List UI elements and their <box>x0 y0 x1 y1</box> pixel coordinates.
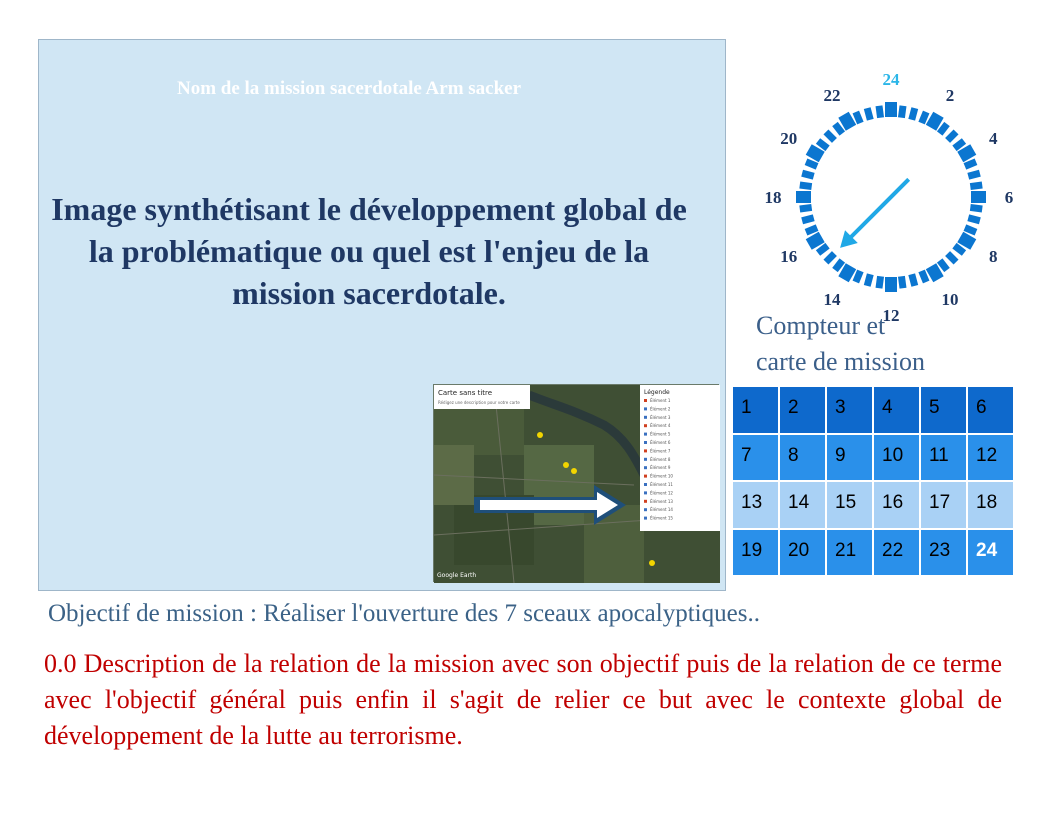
map-subtitle: Rédigez une description pour votre carte <box>438 400 520 405</box>
clock-tick <box>901 276 903 288</box>
counter-row <box>732 529 1014 577</box>
clock-tick <box>960 237 973 245</box>
counter-cell-16[interactable]: 16 <box>873 481 920 529</box>
mission-name: Nom de la mission sacerdotale Arm sacker <box>176 78 522 99</box>
map-legend-item: Élément 2 <box>650 406 671 412</box>
counter-grid <box>731 385 1015 577</box>
map-legend-item: Élément 9 <box>650 465 671 471</box>
clock-tick <box>970 185 982 187</box>
clock-number-14: 14 <box>823 290 841 310</box>
clock-number-12: 12 <box>882 306 900 325</box>
map-legend-item: Élément 1 <box>650 398 671 403</box>
clock-tick <box>922 112 927 123</box>
counter-cell-14[interactable]: 14 <box>779 481 826 529</box>
clock-number-24: 24 <box>882 70 900 89</box>
satellite-map-image <box>434 385 720 583</box>
clock-tick <box>835 260 842 270</box>
counter-cell-17[interactable]: 17 <box>920 481 967 529</box>
clock-tick <box>856 112 861 123</box>
clock-tick <box>806 228 817 233</box>
clock-tick <box>802 218 814 221</box>
counter-cell-12[interactable]: 12 <box>967 434 1014 482</box>
clock-number-2: 2 <box>945 85 955 105</box>
clock-number-16: 16 <box>780 247 798 266</box>
clock-number-8: 8 <box>988 247 998 266</box>
counter-cell-7[interactable]: 7 <box>732 434 779 482</box>
counter-label <box>756 308 925 380</box>
clock-tick <box>912 274 915 286</box>
clock-tick <box>968 218 980 221</box>
counter-cell-11[interactable]: 11 <box>920 434 967 482</box>
map-legend-item: Élément 7 <box>650 448 671 454</box>
clock-hand-icon <box>840 179 909 248</box>
clock-tick <box>901 106 903 118</box>
clock-number-4: 4 <box>988 129 998 148</box>
clock-tick <box>968 173 980 176</box>
map-thumbnail[interactable] <box>433 384 719 582</box>
counter-label-line1: Compteur et <box>756 311 886 340</box>
mission-clock <box>740 32 1014 325</box>
counter-cell-8[interactable]: 8 <box>779 434 826 482</box>
clock-tick <box>867 274 870 286</box>
clock-tick <box>940 260 947 270</box>
clock-tick <box>879 106 881 118</box>
mission-panel <box>38 39 726 591</box>
counter-cell-13[interactable]: 13 <box>732 481 779 529</box>
map-legend-item: Élément 13 <box>650 498 673 504</box>
counter-cell-6[interactable]: 6 <box>967 386 1014 434</box>
clock-tick <box>912 108 915 120</box>
clock-tick <box>835 124 842 134</box>
clock-tick <box>867 108 870 120</box>
mission-objective: Objectif de mission : Réaliser l'ouverture des 7 sceaux apocalyptiques.. <box>48 600 760 627</box>
clock-tick <box>818 246 828 253</box>
map-legend-item: Élément 15 <box>650 515 673 521</box>
counter-label-line2: carte de mission <box>756 347 925 376</box>
clock-tick <box>948 254 956 262</box>
counter-cell-22[interactable]: 22 <box>873 529 920 577</box>
clock-tick <box>922 271 927 282</box>
clock-number-22: 22 <box>823 85 841 105</box>
clock-number-20: 20 <box>780 129 798 148</box>
counter-cell-24[interactable]: 24 <box>967 529 1014 577</box>
counter-cell-4[interactable]: 4 <box>873 386 920 434</box>
counter-cell-10[interactable]: 10 <box>873 434 920 482</box>
map-legend-item: Élément 12 <box>650 490 673 496</box>
map-legend-item: Élément 10 <box>650 473 673 479</box>
clock-tick <box>960 150 973 158</box>
clock-tick <box>800 207 812 209</box>
map-legend-item: Élément 11 <box>650 482 673 487</box>
counter-cell-9[interactable]: 9 <box>826 434 873 482</box>
clock-tick <box>826 254 834 262</box>
counter-cell-15[interactable]: 15 <box>826 481 873 529</box>
counter-cell-18[interactable]: 18 <box>967 481 1014 529</box>
counter-cell-2[interactable]: 2 <box>779 386 826 434</box>
clock-tick <box>806 162 817 167</box>
mission-headline: Image synthétisant le développement global de la problématique ou quel est l'enjeu de la mission sacerdotale. <box>51 191 687 311</box>
map-legend-item: Élément 3 <box>650 414 671 420</box>
clock-tick <box>809 150 822 158</box>
counter-cell-23[interactable]: 23 <box>920 529 967 577</box>
clock-tick <box>809 237 822 245</box>
clock-tick <box>948 132 956 140</box>
map-legend-item: Élément 8 <box>650 456 671 462</box>
clock-tick <box>856 271 861 282</box>
map-legend-item: Élément 6 <box>650 440 671 445</box>
clock-number-6: 6 <box>1004 188 1014 207</box>
counter-row <box>732 481 1014 529</box>
counter-row <box>732 434 1014 482</box>
clock-tick <box>954 246 964 253</box>
clock-tick <box>965 162 976 167</box>
clock-tick <box>802 173 814 176</box>
counter-row <box>732 386 1014 434</box>
counter-cell-21[interactable]: 21 <box>826 529 873 577</box>
clock-tick <box>940 124 947 134</box>
clock-tick <box>954 141 964 148</box>
counter-cell-1[interactable]: 1 <box>732 386 779 434</box>
clock-tick <box>970 207 982 209</box>
clock-tick <box>844 115 852 128</box>
clock-number-18: 18 <box>764 188 782 207</box>
mission-description: 0.0 Description de la relation de la mission avec son objectif puis de la relation de ce terme avec l'objectif général puis enfin il s'agit de relier ce but avec le contexte global de développement de la lutte au terrorisme. <box>44 649 1002 750</box>
map-legend-title: Légende <box>644 389 670 396</box>
map-legend-item: Élément 14 <box>650 507 673 513</box>
clock-tick <box>826 132 834 140</box>
clock-tick <box>965 228 976 233</box>
clock-tick <box>844 266 852 279</box>
map-legend-item: Élément 5 <box>650 431 671 437</box>
clock-tick <box>931 266 939 279</box>
clock-tick <box>818 141 828 148</box>
map-title: Carte sans titre <box>438 389 493 397</box>
counter-cell-5[interactable]: 5 <box>920 386 967 434</box>
clock-tick <box>931 115 939 128</box>
clock-number-10: 10 <box>941 290 959 310</box>
counter-cell-20[interactable]: 20 <box>779 529 826 577</box>
counter-cell-19[interactable]: 19 <box>732 529 779 577</box>
map-legend-item: Élément 4 <box>650 423 671 429</box>
clock-tick <box>800 185 812 187</box>
google-earth-brand: Google Earth <box>437 572 477 579</box>
clock-tick <box>879 276 881 288</box>
counter-cell-3[interactable]: 3 <box>826 386 873 434</box>
